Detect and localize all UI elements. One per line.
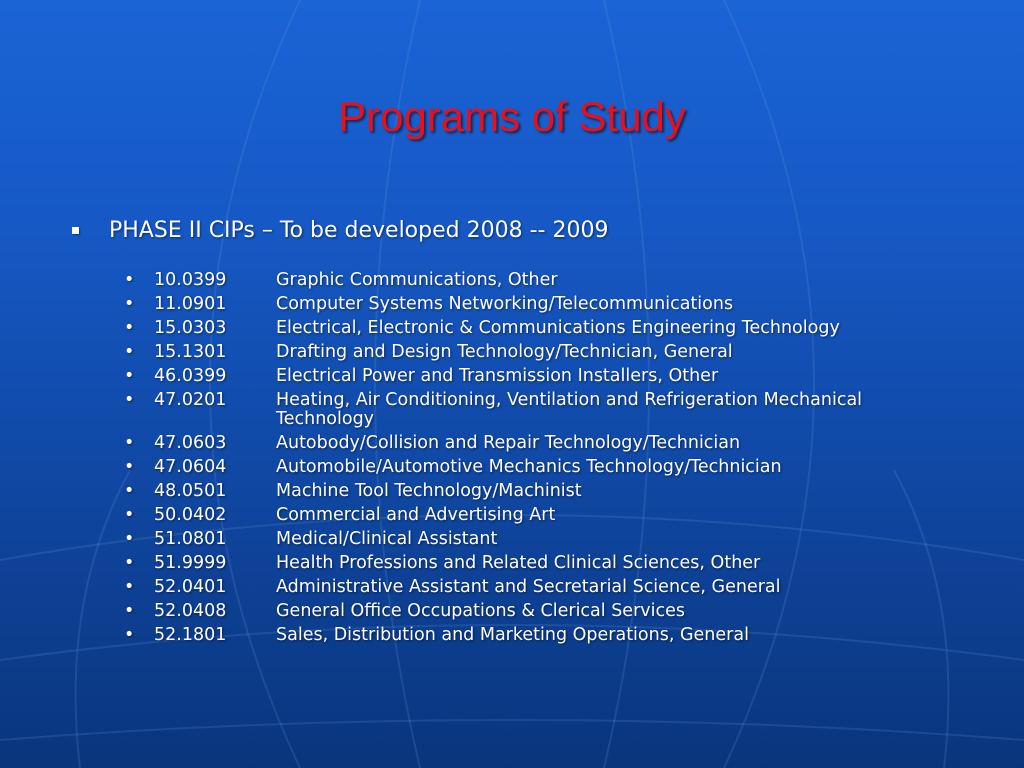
list-item <box>124 434 956 453</box>
list-item <box>124 554 956 573</box>
program-name: Machine Tool Technology/Machinist <box>276 481 582 501</box>
cip-code: 51.9999 <box>154 553 227 573</box>
bullet-dot-icon: • <box>124 625 135 645</box>
list-item <box>124 271 956 290</box>
cip-code: 11.0901 <box>154 294 227 314</box>
cip-code: 46.0399 <box>154 366 227 386</box>
list-item <box>124 530 956 549</box>
program-name: Heating, Air Conditioning, Ventilation and Refrigeration Mechanical Technology <box>276 390 863 429</box>
bullet-dot-icon: • <box>124 505 135 525</box>
cip-code: 48.0501 <box>154 481 227 501</box>
list-item <box>124 626 956 645</box>
bullet-dot-icon: • <box>124 457 135 477</box>
program-name: Autobody/Collision and Repair Technology/Technician <box>276 433 741 453</box>
list-item <box>124 367 956 386</box>
list-item <box>124 391 956 429</box>
cip-code: 50.0402 <box>154 505 227 525</box>
program-name: Commercial and Advertising Art <box>276 505 556 525</box>
list-item <box>124 578 956 597</box>
bullet-dot-icon: • <box>124 294 135 314</box>
program-name: Computer Systems Networking/Telecommunications <box>276 294 734 314</box>
program-name: Health Professions and Related Clinical Sciences, Other <box>276 553 761 573</box>
main-bullet <box>72 218 608 243</box>
bullet-dot-icon: • <box>124 390 135 410</box>
program-name: Graphic Communications, Other <box>276 270 558 290</box>
list-item <box>124 602 956 621</box>
bullet-dot-icon: • <box>124 342 135 362</box>
cip-code: 15.1301 <box>154 342 227 362</box>
program-name: Electrical Power and Transmission Installers, Other <box>276 366 719 386</box>
program-name: Electrical, Electronic & Communications Engineering Technology <box>276 318 840 338</box>
cip-code: 47.0201 <box>154 390 227 410</box>
list-item <box>124 295 956 314</box>
list-item <box>124 319 956 338</box>
program-name: Drafting and Design Technology/Technician, General <box>276 342 733 362</box>
cip-code: 52.0401 <box>154 577 227 597</box>
program-name: Sales, Distribution and Marketing Operations, General <box>276 625 749 645</box>
cip-code: 47.0604 <box>154 457 227 477</box>
list-item <box>124 506 956 525</box>
cip-code: 52.1801 <box>154 625 227 645</box>
bullet-dot-icon: • <box>124 366 135 386</box>
bullet-dot-icon: • <box>124 529 135 549</box>
cip-list <box>124 271 956 650</box>
cip-code: 52.0408 <box>154 601 227 621</box>
program-name: Medical/Clinical Assistant <box>276 529 498 549</box>
bullet-dot-icon: • <box>124 481 135 501</box>
list-item <box>124 458 956 477</box>
cip-code: 51.0801 <box>154 529 227 549</box>
cip-code: 10.0399 <box>154 270 227 290</box>
main-bullet-text: PHASE II CIPs – To be developed 2008 -- 2009 <box>109 218 609 243</box>
bullet-dot-icon: • <box>124 577 135 597</box>
cip-code: 15.0303 <box>154 318 227 338</box>
list-item <box>124 482 956 501</box>
program-name: General Office Occupations & Clerical Services <box>276 601 685 621</box>
bullet-dot-icon: • <box>124 433 135 453</box>
slide-title: Programs of Study <box>338 93 686 140</box>
bullet-dot-icon: • <box>124 553 135 573</box>
cip-code: 47.0603 <box>154 433 227 453</box>
program-name: Automobile/Automotive Mechanics Technology/Technician <box>276 457 782 477</box>
bullet-dot-icon: • <box>124 601 135 621</box>
list-item <box>124 343 956 362</box>
bullet-dot-icon: • <box>124 270 135 290</box>
bullet-dot-icon: • <box>124 318 135 338</box>
square-bullet-icon <box>72 227 79 234</box>
program-name: Administrative Assistant and Secretarial Science, General <box>276 577 781 597</box>
